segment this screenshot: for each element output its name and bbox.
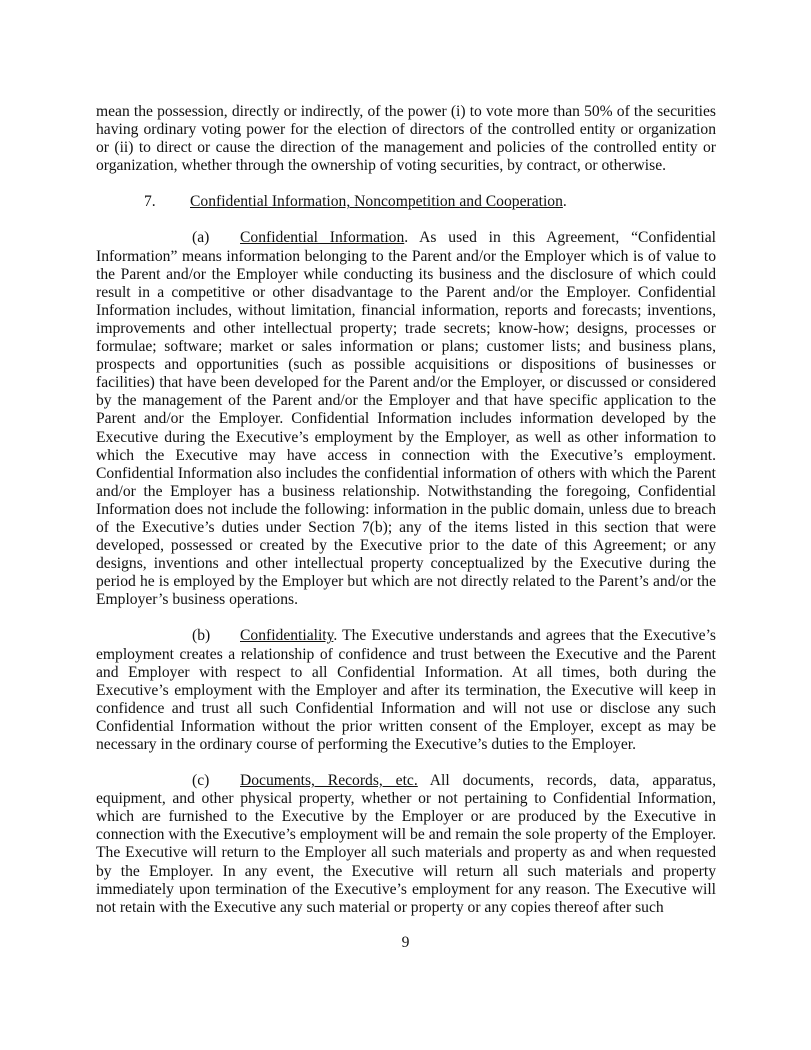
subsection-a-heading-suffix: .	[404, 229, 409, 247]
subsection-a	[96, 229, 716, 609]
page-number: 9	[401, 934, 410, 951]
section-title-suffix: .	[562, 193, 567, 211]
subsection-a-heading: Confidential Information	[240, 229, 405, 247]
subsection-b	[96, 627, 716, 754]
section-number: 7.	[144, 193, 156, 211]
subsection-c-heading: Documents, Records, etc.	[240, 772, 418, 790]
subsection-b-heading-suffix: .	[333, 627, 338, 645]
subsection-c-body: All documents, records, data, apparatus, equipment, and other physical property, whether or not pertaining to Confidential Information, which are furnished to the Executive by the Employer or are produced by the Executive in connection with the Executive’s employment will be and remain the sole property of the Employer. The Executive will return to the Employer all such materials and property as and when requested by the Employer. In any event, the Executive will return all such materials and property immediately upon termination of the Executive’s employment for any reason. The Executive will not retain with the Executive any such material or property or any copies thereof after such	[96, 772, 716, 916]
document-page	[96, 103, 716, 917]
subsection-b-label: (b)	[192, 627, 211, 645]
subsection-c	[96, 772, 716, 917]
subsection-a-label: (a)	[192, 229, 210, 247]
subsection-c-label: (c)	[192, 772, 210, 790]
section-7-heading	[96, 193, 716, 211]
intro-paragraph: mean the possession, directly or indirectly, of the power (i) to vote more than 50% of the securities having ordinary voting power for the election of directors of the controlled entity or organization or (ii) to direct or cause the direction of the management and policies of the controlled entity or organization, whether through the ownership of voting securities, by contract, or otherwise.	[96, 103, 716, 175]
subsection-a-body: As used in this Agreement, “Confidential Information” means information belonging to the Parent and/or the Employer which is of value to the Parent and/or the Employer while conducting its business and the disclosure of which could result in a competitive or other disadvantage to the Parent and/or the Employer. Confidential Information includes, without limitation, financial information, reports and forecasts; inventions, improvements and other intellectual property; trade secrets; know-how; designs, processes or formulae; software; market or sales information or plans; customer lists; and business plans, prospects and opportunities (such as possible acquisitions or dispositions of businesses or facilities) that have been developed for the Parent and/or the Employer, or discussed or considered by the management of the Parent and/or the Employer and that have specific application to the Parent and/or the Employer. Confidential Information includes information developed by the Executive during the Executive’s employment by the Employer, as well as other information to which the Executive may have access in connection with the Executive’s employment. Confidential Information also includes the confidential information of others with which the Parent and/or the Employer has a business relationship. Notwithstanding the foregoing, Confidential Information does not include the following: information in the public domain, unless due to breach of the Executive’s duties under Section 7(b); any of the items listed in this section that were developed, possessed or created by the Executive prior to the date of this Agreement; or any designs, inventions and other intellectual property conceptualized by the Executive during the period he is employed by the Employer but which are not directly related to the Parent’s and/or the Employer’s business operations.	[96, 229, 716, 609]
subsection-b-body: The Executive understands and agrees that the Executive’s employment creates a relationship of confidence and trust between the Executive and the Parent and Employer with respect to all Confidential Information. At all times, both during the Executive’s employment with the Employer and after its termination, the Executive will keep in confidence and trust all such Confidential Information and will not use or disclose any such Confidential Information without the prior written consent of the Employer, except as may be necessary in the ordinary course of performing the Executive’s duties to the Employer.	[96, 627, 716, 753]
section-title: Confidential Information, Noncompetition and Cooperation	[190, 193, 563, 211]
subsection-b-heading: Confidentiality	[240, 627, 334, 645]
